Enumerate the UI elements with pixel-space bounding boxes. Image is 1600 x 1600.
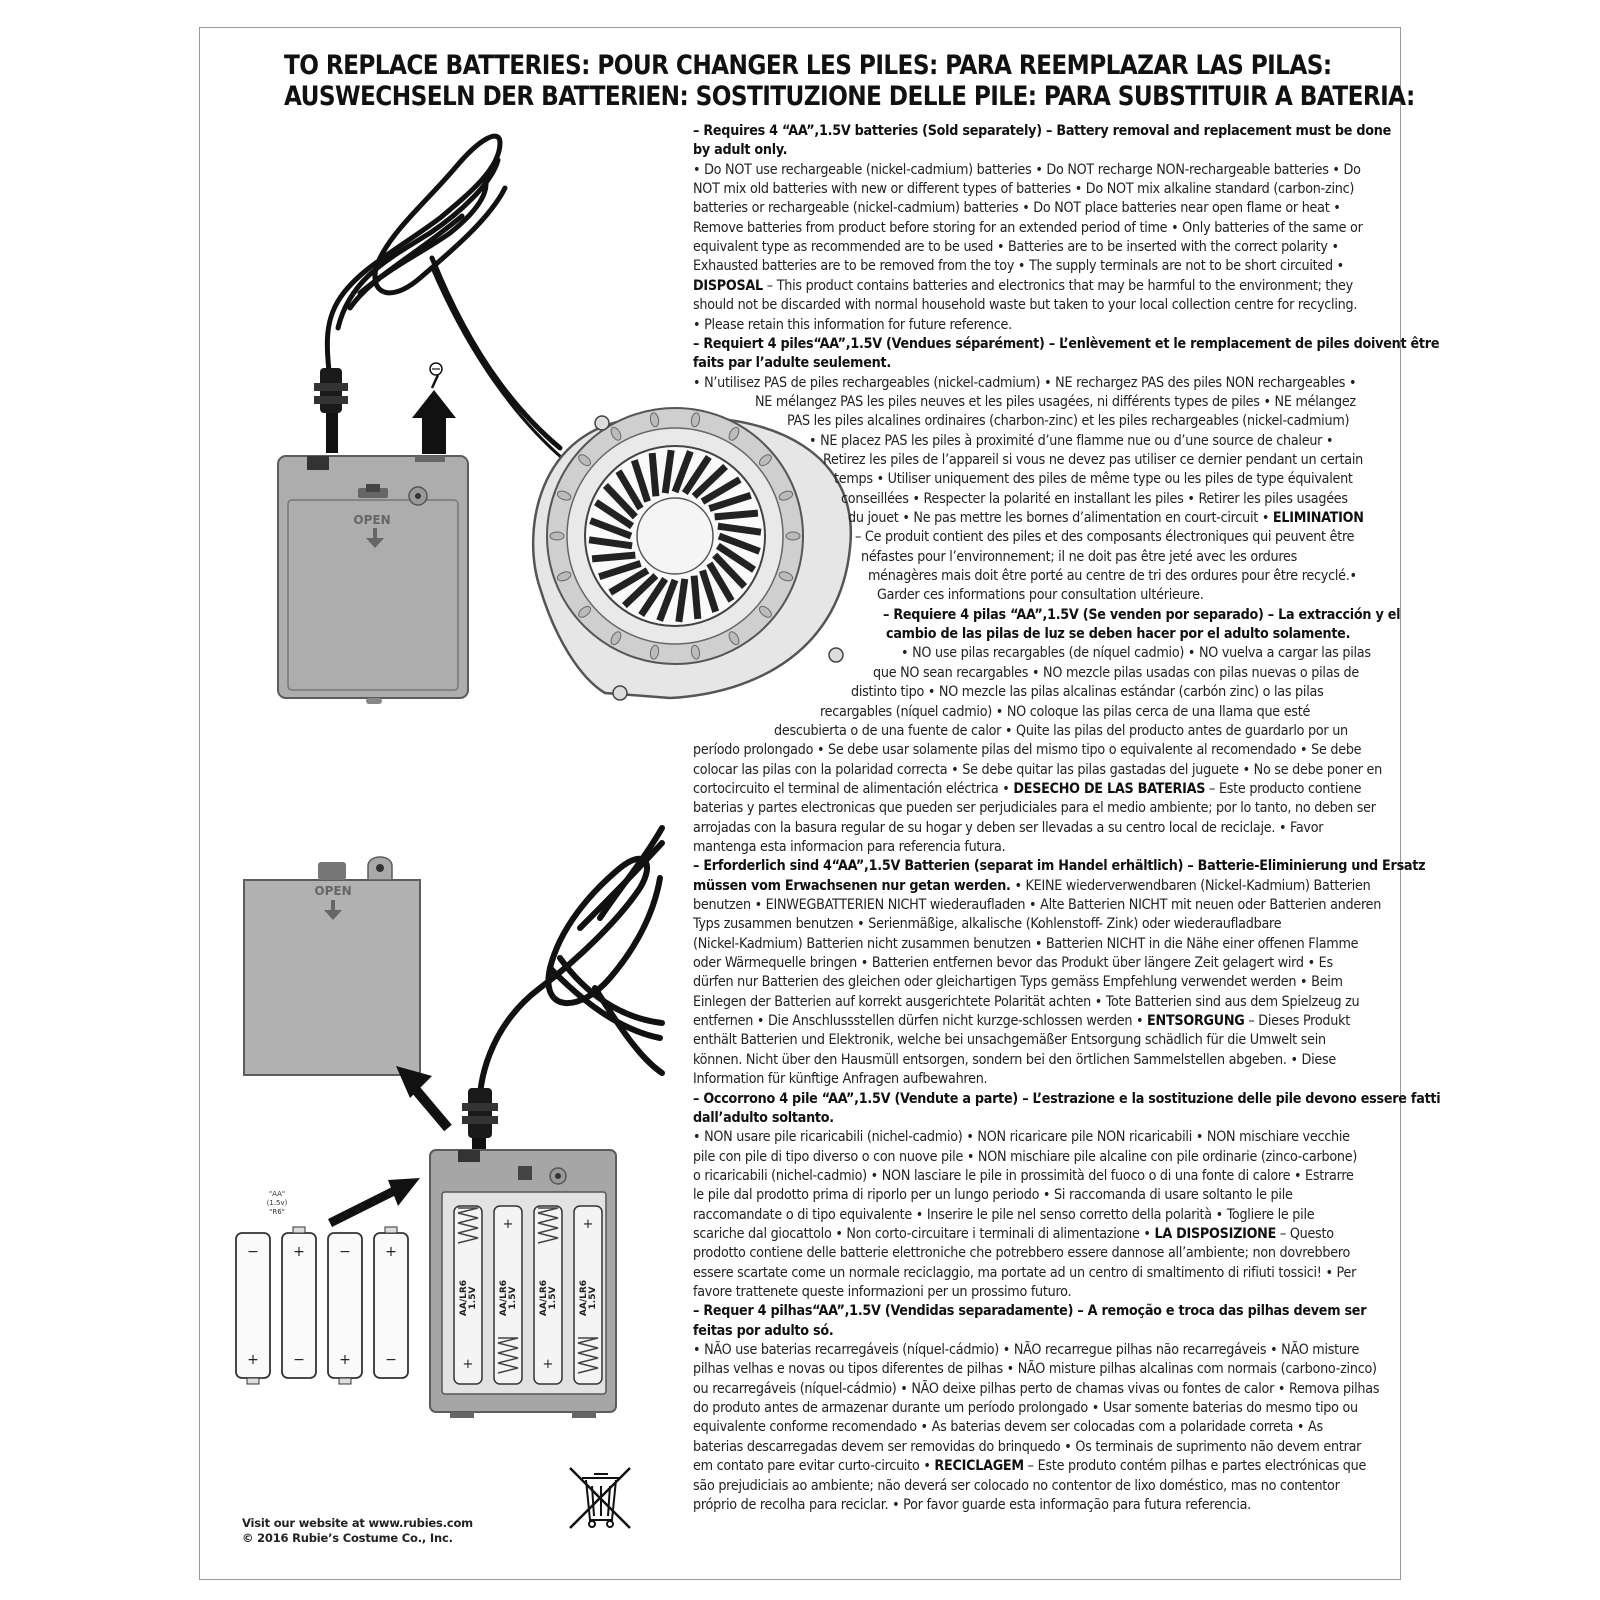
instruction-line xyxy=(693,219,1363,239)
instruction-line xyxy=(693,316,1012,336)
text-run: que NO sean recargables • NO mezcle pilas usadas con pilas nuevas o pilas de xyxy=(873,664,1359,681)
text-run: dürfen nur Batterien des gleichen oder gleichartigen Typs gemäss Empfehlung verwendet werden • Beim xyxy=(693,974,1343,991)
text-run: • NON usare pile ricaricabili (nichel-cadmio) • NON ricaricare pile NON ricaricabili • NON mischiare vecchie xyxy=(693,1129,1350,1146)
text-run: baterias y partes electronicas que pueden ser perjudiciales para el medio ambiente; por lo tanto, no deben ser xyxy=(693,800,1376,817)
instruction-line xyxy=(851,683,1323,703)
text-run: Retirez les piles de l’appareil si vous ne devez pas utiliser ce dernier pendant un certain xyxy=(823,451,1363,468)
polarity-mark: + xyxy=(339,1352,351,1368)
text-run: cortocircuito el terminal de alimentación eléctrica • xyxy=(693,780,1014,797)
text-run: néfastes pour l’environnement; il ne doit pas être jeté avec les ordures xyxy=(861,548,1298,565)
polarity-mark: + xyxy=(582,1217,594,1232)
instruction-line xyxy=(693,954,1333,974)
instruction-line xyxy=(693,780,1361,800)
instruction-line xyxy=(693,1380,1379,1400)
instruction-line xyxy=(693,141,787,161)
instruction-line xyxy=(693,1167,1354,1187)
instruction-line xyxy=(693,1031,1326,1051)
text-run: du jouet • Ne pas mettre les bornes d’alimentation en court-circuit • xyxy=(848,510,1273,526)
instruction-line xyxy=(693,354,891,374)
instruction-line xyxy=(883,606,1400,626)
bold-text: DISPOSAL xyxy=(693,277,763,294)
instruction-line xyxy=(901,644,1371,664)
text-run: distinto tipo • NO mezcle las pilas alcalinas estándar (carbón zinc) o las pilas xyxy=(851,684,1324,701)
text-run: – Dieses Produkt xyxy=(1244,1013,1350,1030)
bold-text: ENTSORGUNG xyxy=(1147,1013,1245,1030)
instruction-line xyxy=(834,470,1353,490)
instruction-line xyxy=(693,1186,1293,1206)
instruction-line xyxy=(693,915,1281,935)
instruction-line xyxy=(823,451,1363,471)
text-run: – Questo xyxy=(1276,1225,1334,1242)
polarity-mark: + xyxy=(293,1244,305,1260)
text-run: raccomandate o di tipo equivalente • Inserire le pile nel senso corretto della polarità • Togliere le pile xyxy=(693,1206,1315,1223)
instruction-line xyxy=(693,1322,833,1342)
cell-label: AA/LR6 xyxy=(539,1279,549,1317)
instruction-line xyxy=(693,1457,1366,1477)
bold-text: DESECHO DE LAS BATERIAS xyxy=(1013,780,1206,797)
text-run: baterias descarregadas devem ser removidas do brinquedo • Os terminais de suprimento não devem entrar xyxy=(693,1438,1362,1455)
cell-label: AA/LR6 xyxy=(459,1279,469,1317)
instruction-line xyxy=(693,838,1005,858)
text-run: ou recarregáveis (níquel-cádmio) • NÃO deixe pilhas perto de chamas vivas ou fontes de calor • Remova pilhas xyxy=(693,1380,1380,1397)
instruction-line xyxy=(820,703,1310,723)
instruction-line xyxy=(693,993,1359,1013)
text-run: pilhas velhas e novas ou tipos diferentes de pilhas • NÃO misture pilhas alcalinas com normais (carbono-zinco) xyxy=(693,1361,1377,1378)
text-run: – Ce produit contient des piles et des composants électroniques qui peuvent être xyxy=(855,529,1355,546)
text-run: prodotto contiene delle batterie elettroniche che potrebbero essere dannose all’ambiente; non dovrebbero xyxy=(693,1245,1351,1262)
text-run: – Este produto contém pilhas e partes electrónicas que xyxy=(1023,1458,1367,1475)
title-line-2: AUSWECHSELN DER BATTERIEN: SOSTITUZIONE DELLE PILE: PARA SUBSTITUIR A BATERIA: xyxy=(284,81,1415,112)
text-run: enthält Batterien und Elektronik, welche bei unsachgemäßer Entsorgung schädlich für die Umwelt sein xyxy=(693,1032,1326,1049)
polarity-mark: − xyxy=(339,1244,351,1260)
instruction-line xyxy=(693,1341,1359,1361)
bold-text: – Requiert 4 piles“AA”,1.5V (Vendues séparément) – L’enlèvement et le remplacement de piles doivent être xyxy=(693,335,1440,352)
text-run: Einlegen der Batterien auf korrekt ausgerichtete Polarität achten • Tote Batterien sind aus dem Spielzeug zu xyxy=(693,993,1360,1010)
text-run: batteries or rechargeable (nickel-cadmium) batteries • Do NOT place batteries near open flame or heat • xyxy=(693,200,1341,217)
instruction-line xyxy=(693,857,1425,877)
instruction-line xyxy=(693,1244,1350,1264)
polarity-mark: + xyxy=(247,1352,259,1368)
instruction-line xyxy=(693,741,1361,761)
text-run: conseillées • Respecter la polarité en installant les piles • Retirer les piles usagées xyxy=(841,490,1348,507)
polarity-mark: − xyxy=(247,1244,259,1260)
cell-label: 1.5V xyxy=(588,1286,598,1310)
instruction-line xyxy=(693,896,1381,916)
text-run: le pile dal prodotto prima di riporlo per un lungo periodo • Si raccomanda di usare soltanto le pile xyxy=(693,1187,1293,1204)
instruction-line xyxy=(693,973,1343,993)
instruction-line xyxy=(873,664,1359,684)
text-run: descubierta o de una fuente de calor • Quite las pilas del producto antes de guardarlo por un xyxy=(774,722,1348,739)
bold-text: LA DISPOSIZIONE xyxy=(1154,1225,1277,1242)
polarity-mark: + xyxy=(462,1357,474,1372)
title-line-1: TO REPLACE BATTERIES: POUR CHANGER LES PILES: PARA REEMPLAZAR LAS PILAS: xyxy=(284,50,1332,81)
instruction-line xyxy=(693,1477,1340,1497)
instruction-line xyxy=(693,335,1439,355)
text-run: • KEINE wiederverwendbaren (Nickel-Kadmium) Batterien xyxy=(1010,877,1371,894)
polarity-mark: + xyxy=(542,1357,554,1372)
bold-text: RECICLAGEM xyxy=(934,1458,1024,1475)
instruction-line xyxy=(855,528,1354,548)
text-run: colocar las pilas con la polaridad correcta • Se debe quitar las pilas gastadas del juguete • No se debe poner en xyxy=(693,761,1382,778)
text-run: período prolongado • Se debe usar solamente pilas del mismo tipo o equivalente al recomendado • Se debe xyxy=(693,742,1362,759)
instruction-line xyxy=(693,277,1353,297)
text-run: NOT mix old batteries with new or different types of batteries • Do NOT mix alkaline standard (carbon-zinc) xyxy=(693,181,1355,198)
text-run: Garder ces informations pour consultation ultérieure. xyxy=(877,587,1204,604)
text-run: können. Nicht über den Hausmüll entsorgen, sondern bei den örtlichen Sammelstellen abgeben. • Diese xyxy=(693,1051,1337,1068)
instruction-line xyxy=(693,1109,834,1129)
instruction-line xyxy=(693,935,1358,955)
text-run: PAS les piles alcalines ordinaires (charbon-zinc) et les piles rechargeables (nickel-cadmium) xyxy=(787,413,1350,430)
instruction-line xyxy=(693,1283,1071,1303)
text-run: (Nickel-Kadmium) Batterien nicht zusammen benutzen • Batterien NICHT in die Nähe einer offenen Flamme xyxy=(693,935,1359,952)
instruction-line xyxy=(693,1264,1356,1284)
instruction-line xyxy=(693,1206,1314,1226)
polarity-mark: + xyxy=(502,1217,514,1232)
instruction-line xyxy=(693,1148,1357,1168)
instruction-line xyxy=(693,122,1391,142)
instruction-line xyxy=(693,1090,1440,1110)
text-run: • NE placez PAS les piles à proximité d’une flamme nue ou d’une source de chaleur • xyxy=(809,432,1334,449)
text-run: do produto antes de armazenar durante um período prolongado • Usar somente baterias do mesmo tipo ou xyxy=(693,1400,1358,1417)
instruction-line xyxy=(787,412,1349,432)
instruction-line xyxy=(868,567,1357,587)
polarity-mark: + xyxy=(385,1244,397,1260)
instruction-line xyxy=(848,509,1364,529)
instructions-text xyxy=(200,28,1441,1579)
bold-text: – Requiere 4 pilas “AA”,1.5V (Se venden por separado) – La extracción y el xyxy=(883,606,1401,623)
text-run: ménagères mais doit être porté au centre de tri des ordures pour être recyclé.• xyxy=(868,568,1357,585)
text-run: • NÃO use baterias recarregáveis (níquel-cádmio) • NÃO recarregue pilhas não recarregáveis • NÃO misture xyxy=(693,1342,1360,1359)
instruction-line xyxy=(809,432,1333,452)
instruction-line xyxy=(693,1360,1377,1380)
copyright-text: © 2016 Rubie’s Costume Co., Inc. xyxy=(242,1531,453,1545)
text-run: são prejudiciais ao ambiente; não deverá ser colocado no contentor de lixo doméstico, mas no contentor xyxy=(693,1477,1340,1494)
text-run: oder Wärmequelle bringen • Batterien entfernen bevor das Produkt über längere Zeit gelagert wird • Es xyxy=(693,955,1333,972)
bold-text: cambio de las pilas de luz se deben hacer por el adulto solamente. xyxy=(886,626,1351,643)
cell-label: 1.5V xyxy=(508,1286,518,1310)
text-run: scariche dal giocattolo • Non corto-circuitare i terminali di alimentazione • xyxy=(693,1225,1155,1242)
cell-label: AA/LR6 xyxy=(579,1279,589,1317)
instruction-line xyxy=(693,1496,1251,1516)
text-run: mantenga esta informacion para referencia futura. xyxy=(693,838,1006,855)
instruction-line xyxy=(886,625,1350,645)
bold-text: – Erforderlich sind 4“AA”,1.5V Batterien (separat im Handel erhältlich) – Batterie-Eliminierung und Ersatz xyxy=(693,858,1426,875)
footer xyxy=(242,1516,473,1546)
text-run: Information für künftige Anfragen aufbewahren. xyxy=(693,1071,988,1088)
instruction-line xyxy=(693,1225,1334,1245)
instruction-line xyxy=(693,199,1341,219)
text-run: – This product contains batteries and electronics that may be harmful to the environment; they xyxy=(762,277,1353,294)
text-run: Typs zusammen benutzen • Serienmäßige, alkalische (Kohlenstoff- Zink) oder wiederaufladbare xyxy=(693,916,1282,933)
instruction-line xyxy=(774,722,1348,742)
instruction-line xyxy=(693,819,1323,839)
instruction-line xyxy=(693,1051,1336,1071)
website-text: Visit our website at www.rubies.com xyxy=(242,1516,473,1530)
text-run: temps • Utiliser uniquement des piles de même type ou les piles de type équivalent xyxy=(834,471,1353,488)
text-run: entfernen • Die Anschlussstellen dürfen nicht kurzge-schlossen werden • xyxy=(693,1013,1148,1030)
bold-text: ELIMINATION xyxy=(1272,510,1364,526)
instruction-line xyxy=(877,586,1204,606)
text-run: equivalent type as recommended are to be used • Batteries are to be inserted with the correct polarity • xyxy=(693,239,1339,256)
cell-label: 1.5V xyxy=(548,1286,558,1310)
text-run: benutzen • EINWEGBATTERIEN NICHT wiederaufladen • Alte Batterien NICHT mit neuen oder Batterien anderen xyxy=(693,897,1382,913)
instruction-line xyxy=(693,180,1354,200)
text-run: próprio de recolha para reciclar. • Por favor guarde esta informação para futura referencia. xyxy=(693,1496,1251,1513)
text-run: recargables (níquel cadmio) • NO coloque las pilas cerca de una llama que esté xyxy=(820,703,1311,720)
instruction-line xyxy=(755,393,1356,413)
cell-label: 1.5V xyxy=(468,1286,478,1310)
text-run: em contato pare evitar curto-circuito • xyxy=(693,1458,935,1475)
aa-label: "AA" xyxy=(268,1190,286,1198)
instruction-line xyxy=(693,1302,1366,1322)
text-run: pile con pile di tipo diverso o con nuove pile • NON mischiare pile alcaline con pile ordinarie (zinco-carbone) xyxy=(693,1148,1358,1165)
instruction-line xyxy=(861,548,1297,568)
instruction-line xyxy=(693,761,1382,781)
instruction-line xyxy=(693,238,1339,258)
bold-text: – Occorrono 4 pile “AA”,1.5V (Vendute a parte) – L’estrazione e la sostituzione delle pile devono essere fatti xyxy=(693,1090,1441,1107)
instruction-line xyxy=(841,490,1348,510)
bold-text: dall’adulto soltanto. xyxy=(693,1109,834,1126)
bold-text: – Requires 4 “AA”,1.5V batteries (Sold separately) – Battery removal and replacement must be done xyxy=(693,123,1391,139)
instruction-line xyxy=(693,1070,987,1090)
text-run: Exhausted batteries are to be removed from the toy • The supply terminals are not to be short circuited • xyxy=(693,258,1344,275)
instruction-line xyxy=(693,161,1361,181)
text-run: favore trattenete queste informazioni per un prossimo futuro. xyxy=(693,1284,1072,1300)
text-run: – Este producto contiene xyxy=(1205,780,1362,797)
text-run: Remove batteries from product before storing for an extended period of time • Only batteries of the same or xyxy=(693,219,1363,236)
text-run: essere scartate come un normale reciclaggio, ma portate ad un centro di smaltimento di rifiuti tossici! • Per xyxy=(693,1264,1357,1281)
text-run: • NO use pilas recargables (de níquel cadmio) • NO vuelva a cargar las pilas xyxy=(901,645,1371,662)
voltage-label: (1.5v) xyxy=(266,1199,288,1207)
instruction-line xyxy=(693,1128,1350,1148)
text-run: equivalente conforme recomendado • As baterias devem ser colocadas com a polaridade correta • As xyxy=(693,1419,1323,1436)
bold-text: – Requer 4 pilhas“AA”,1.5V (Vendidas separadamente) – A remoção e troca das pilhas devem ser xyxy=(693,1303,1367,1320)
instruction-line xyxy=(693,1012,1350,1032)
polarity-mark: − xyxy=(293,1352,305,1368)
open-label-bottom: OPEN xyxy=(314,884,352,898)
bold-text: by adult only. xyxy=(693,142,788,159)
bold-text: feitas por adulto só. xyxy=(693,1322,834,1339)
polarity-mark: − xyxy=(385,1352,397,1368)
text-run: NE mélangez PAS les piles neuves et les piles usagées, ni différents types de piles • NE mélangez xyxy=(755,393,1356,410)
r6-label: "R6" xyxy=(269,1208,285,1216)
text-run: arrojadas con la basura regular de su hogar y deben ser llevadas a su centro local de reciclaje. • Favor xyxy=(693,819,1324,836)
text-run: o ricaricabili (nichel-cadmio) • NON lasciare le pile in prossimità del fuoco o di una fonte di calore • Estrarre xyxy=(693,1167,1354,1184)
instruction-sheet xyxy=(199,27,1441,1580)
instruction-line xyxy=(693,296,1357,316)
text-run: • Please retain this information for future reference. xyxy=(693,316,1012,333)
instruction-line xyxy=(693,1399,1358,1419)
text-run: should not be discarded with normal household waste but taken to your local collection centre for recycling. xyxy=(693,297,1358,314)
instruction-line xyxy=(693,374,1356,394)
bold-text: müssen vom Erwachsenen nur getan werden. xyxy=(693,877,1011,894)
bold-text: faits par l’adulte seulement. xyxy=(693,355,891,372)
instruction-line xyxy=(693,877,1370,897)
open-label-top: OPEN xyxy=(353,513,391,527)
instruction-line xyxy=(693,1418,1323,1438)
instruction-line xyxy=(693,799,1376,819)
instruction-line xyxy=(693,1438,1361,1458)
text-run: • Do NOT use rechargeable (nickel-cadmium) batteries • Do NOT recharge NON-rechargeable batteries • Do xyxy=(693,161,1361,178)
instruction-line xyxy=(693,257,1344,277)
cell-label: AA/LR6 xyxy=(499,1279,509,1317)
text-run: • N’utilisez PAS de piles rechargeables (nickel-cadmium) • NE rechargez PAS des piles NON rechargeables • xyxy=(693,374,1357,391)
